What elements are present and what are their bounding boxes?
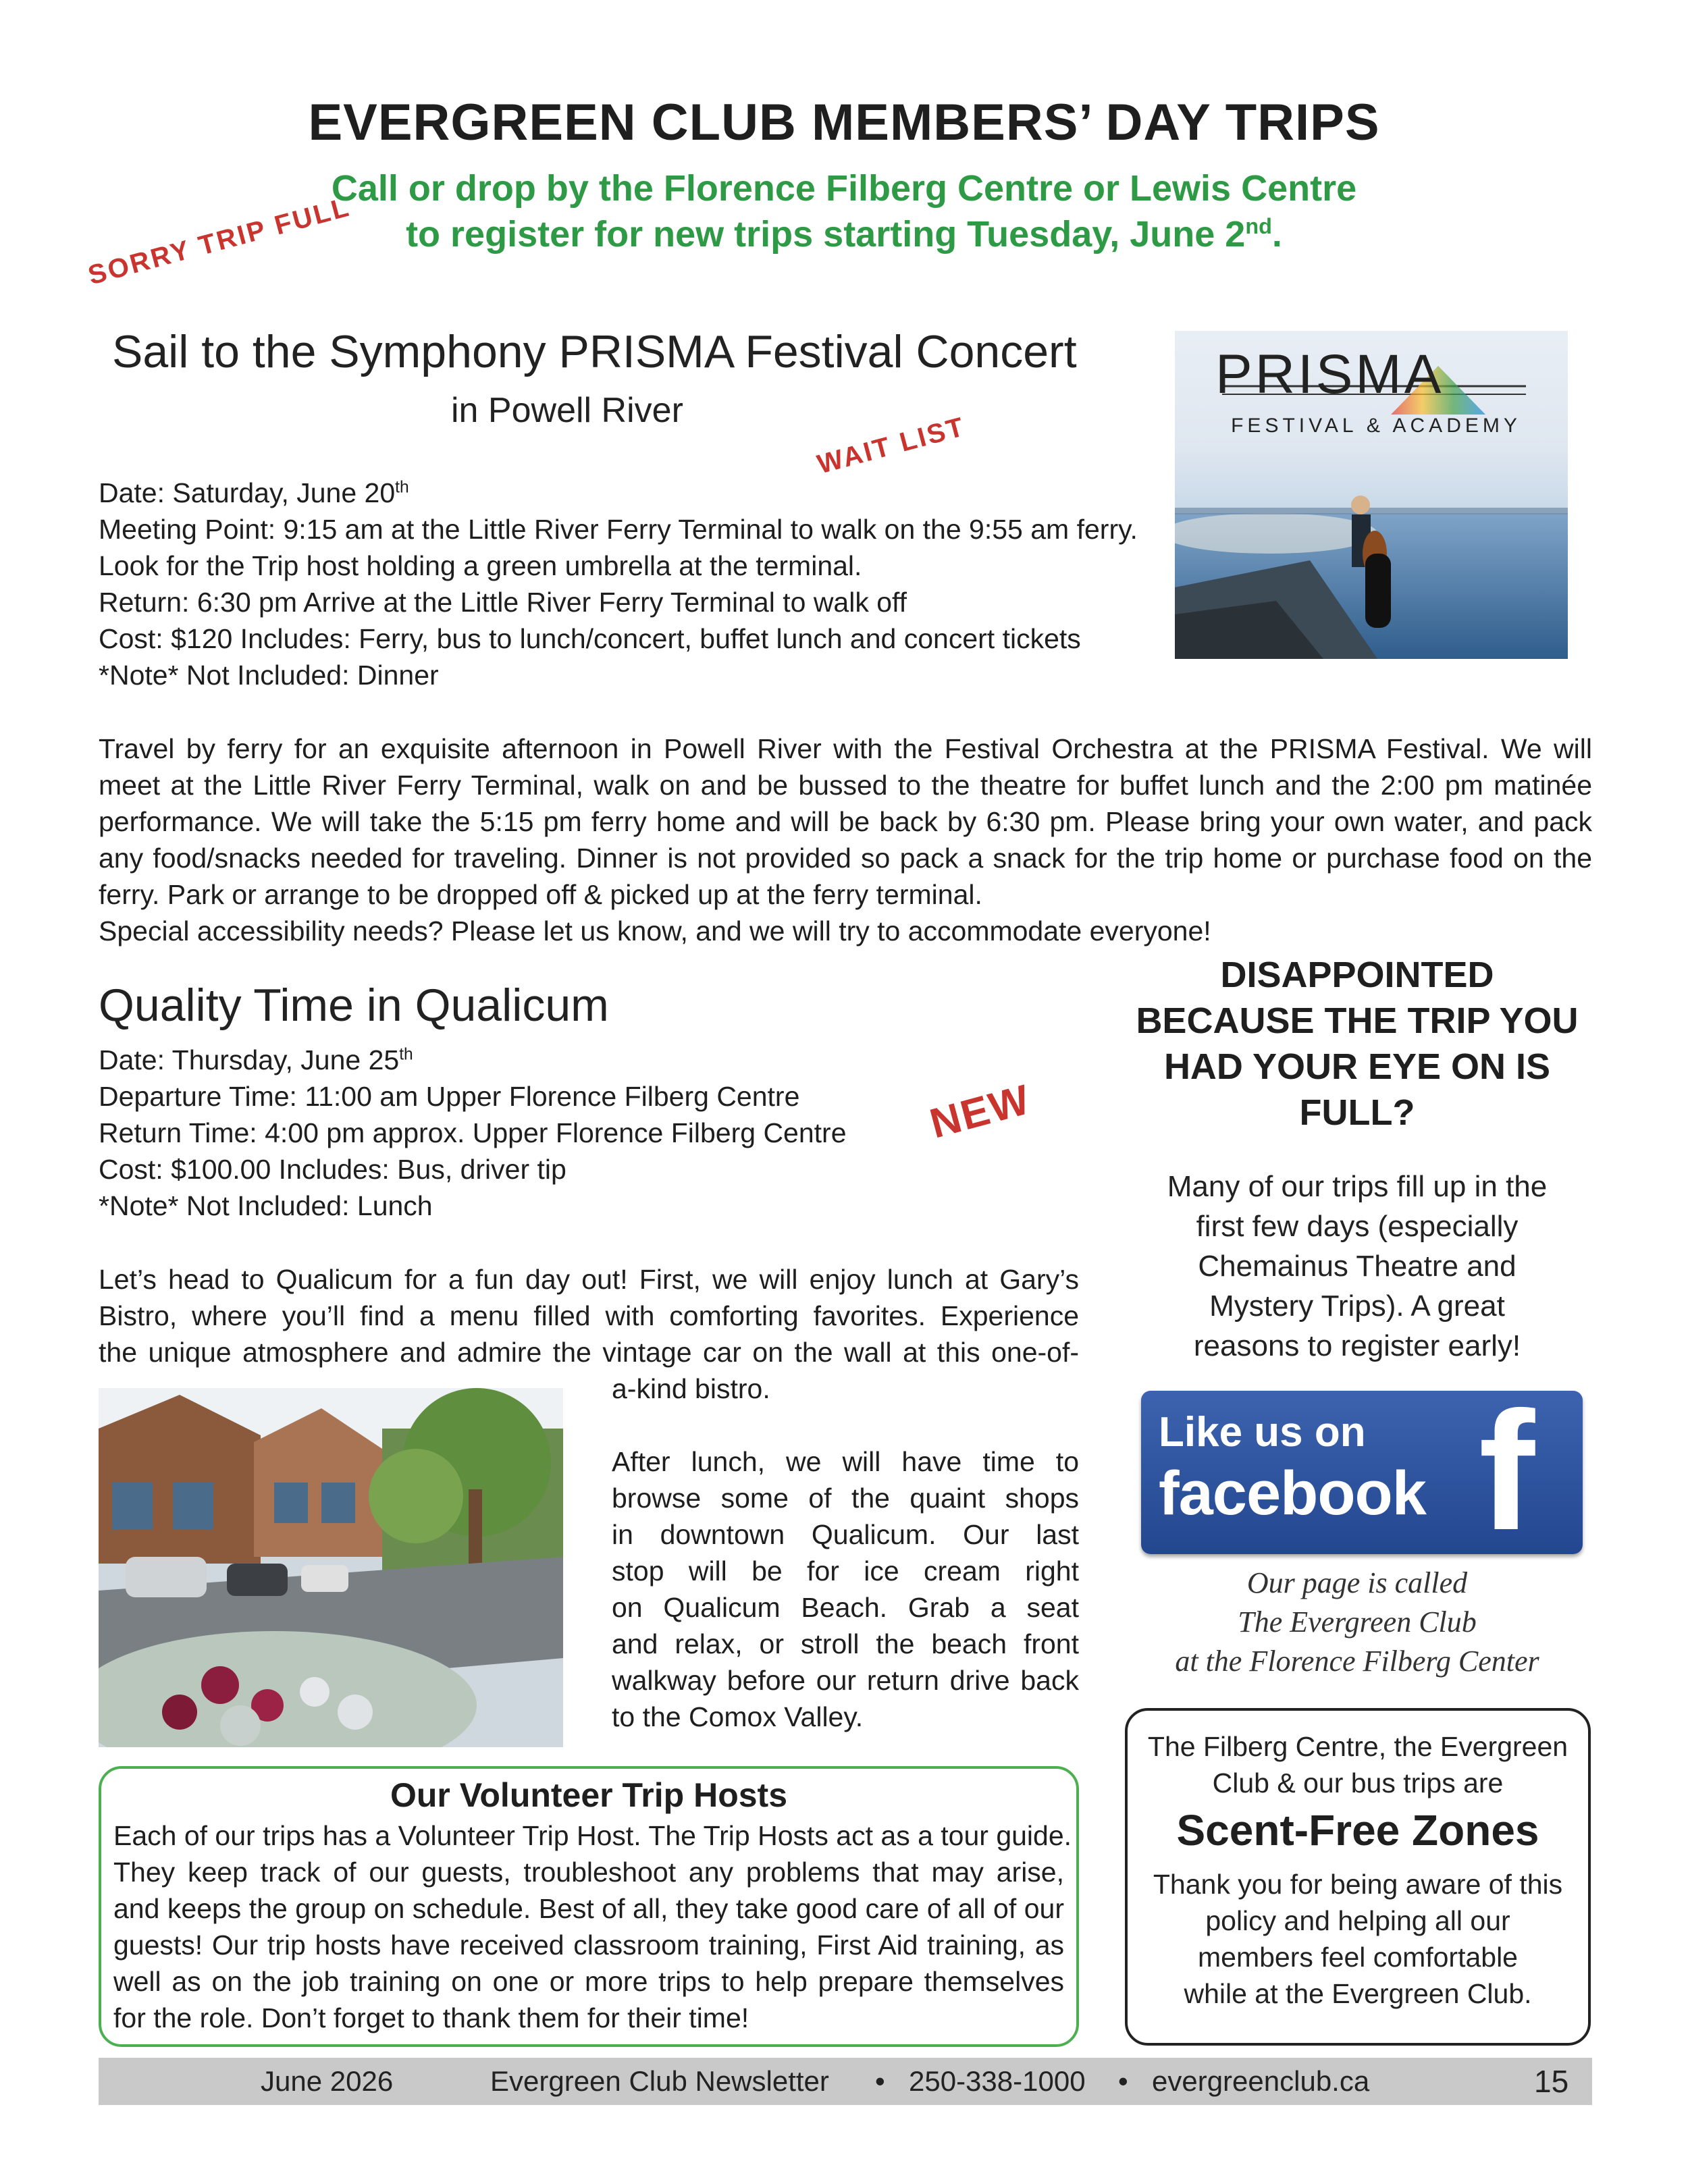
trip2-after-line: walkway before our return drive back: [612, 1665, 1079, 1696]
register-line-2: to register for new trips starting Tuesday, June 2nd.: [406, 214, 1282, 255]
register-line-1: Call or drop by the Florence Filberg Centre or Lewis Centre: [331, 168, 1357, 209]
hosts-line: for the role. Don’t forget to thank them for their time!: [113, 2002, 749, 2033]
volunteer-hosts-box: [99, 1766, 1079, 2047]
trip1-details: [99, 475, 1138, 693]
trip2-title: Quality Time in Qualicum: [99, 980, 609, 1031]
facebook-page-note: Our page is called The Evergreen Club at the Florence Filberg Center: [1175, 1566, 1539, 1678]
footer-separator: •: [1118, 2065, 1128, 2097]
trip1-subtitle: in Powell River: [451, 391, 683, 430]
facebook-like-text: Like us on: [1159, 1409, 1366, 1456]
footer-website-link[interactable]: evergreenclub.ca: [1152, 2065, 1370, 2097]
scent-free-box: [1125, 1708, 1591, 2046]
trip2-after-line: browse some of the quaint shops: [612, 1483, 1079, 1514]
trip2-cost: Cost: $100.00 Includes: Bus, driver tip: [99, 1154, 566, 1185]
trip2-after-line: on Qualicum Beach. Grab a seat: [612, 1592, 1079, 1623]
prisma-logo-text: PRISMA: [1215, 344, 1444, 405]
footer-separator: •: [875, 2065, 885, 2097]
trip1-title: Sail to the Symphony PRISMA Festival Concert: [112, 326, 1077, 377]
prisma-festival-photo: [1175, 331, 1568, 659]
trip2-departure: Departure Time: 11:00 am Upper Florence Filberg Centre: [99, 1081, 800, 1112]
new-stamp: NEW: [925, 1075, 1036, 1148]
trip2-after-line: in downtown Qualicum. Our last: [612, 1519, 1079, 1550]
trip1-note: *Note* Not Included: Dinner: [99, 660, 439, 691]
footer-phone[interactable]: 250-338-1000: [909, 2065, 1086, 2097]
disappointed-text: Many of our trips fill up in the first few days (especially Chemainus Theatre and Mystery Trips). A great reasons to register early!: [1167, 1170, 1548, 1362]
wait-list-stamp: WAIT LIST: [814, 411, 969, 480]
hosts-line: They keep track of our guests, troubleshoot any problems that may arise,: [113, 1857, 1064, 1888]
facebook-like-banner[interactable]: [1141, 1377, 1583, 1565]
hosts-line: guests! Our trip hosts have received classroom training, First Aid training, as: [113, 1929, 1064, 1961]
scent-free-title: Scent-Free Zones: [1176, 1806, 1539, 1855]
trip2-return: Return Time: 4:00 pm approx. Upper Florence Filberg Centre: [99, 1117, 847, 1148]
trip1-description-line: any food/snacks needed for traveling. Dinner is not provided so pack a snack for the trip home or purchase food on the: [99, 843, 1592, 874]
page-footer: [99, 2058, 1592, 2105]
qualicum-street-photo: [99, 1388, 563, 1747]
prisma-logo-subtitle: FESTIVAL & ACADEMY: [1231, 415, 1521, 437]
trip2-after-line: After lunch, we will have time to: [612, 1446, 1079, 1477]
trip1-return: Return: 6:30 pm Arrive at the Little River Ferry Terminal to walk off: [99, 587, 907, 618]
footer-newsletter: Evergreen Club Newsletter: [490, 2065, 829, 2097]
trip2-after-line: stop will be for ice cream right: [612, 1555, 1079, 1587]
trip2-intro: [99, 1261, 1079, 1370]
page-title: EVERGREEN CLUB MEMBERS’ DAY TRIPS: [308, 94, 1380, 151]
scent-free-intro: The Filberg Centre, the Evergreen Club & our bus trips are: [1147, 1731, 1568, 1799]
trip2-after-line: to the Comox Valley.: [612, 1701, 864, 1732]
trip2-intro-line: the unique atmosphere and admire the vintage car on the wall at this one-of-: [99, 1337, 1079, 1368]
trip1-meeting: Meeting Point: 9:15 am at the Little River Ferry Terminal to walk on the 9:55 am ferry.: [99, 514, 1138, 545]
trip2-details: [99, 1042, 847, 1224]
trip1-cost: Cost: $120 Includes: Ferry, bus to lunch/concert, buffet lunch and concert tickets: [99, 623, 1081, 654]
trip2-intro-line: Let’s head to Qualicum for a fun day out! First, we will enjoy lunch at Gary’s: [99, 1264, 1079, 1295]
volunteer-hosts-title: Our Volunteer Trip Hosts: [390, 1776, 788, 1814]
sorry-trip-full-stamp: SORRY TRIP FULL: [85, 192, 354, 291]
trip1-date: Date: Saturday, June 20th: [99, 477, 409, 508]
footer-date: June 2026: [261, 2065, 394, 2097]
scent-free-text: Thank you for being aware of this policy and helping all our members feel comfortable while at the Evergreen Club.: [1153, 1869, 1563, 2009]
page-number: 15: [1534, 2064, 1569, 2099]
facebook-f-icon: f: [1479, 1377, 1535, 1565]
trip1-accessibility: Special accessibility needs? Please let us know, and we will try to accommodate everyone!: [99, 915, 1211, 947]
trip2-after-lunch: [612, 1443, 1079, 1735]
trip1-description: [99, 730, 1592, 949]
trip2-note: *Note* Not Included: Lunch: [99, 1190, 433, 1221]
hosts-line: and keeps the group on schedule. Best of all, they take good care of all of our: [113, 1893, 1064, 1924]
facebook-wordmark: facebook: [1159, 1459, 1426, 1528]
hosts-line: Each of our trips has a Volunteer Trip Host. The Trip Hosts act as a tour guide.: [113, 1820, 1072, 1851]
trip1-description-line: meet at the Little River Ferry Terminal, walk on and be bussed to the theatre for buffet lunch and the 2:00 pm matinée: [99, 770, 1592, 801]
trip2-date: Date: Thursday, June 25th: [99, 1044, 413, 1075]
trip2-intro-line: Bistro, where you’ll find a menu filled with comforting favorites. Experience: [99, 1300, 1079, 1331]
trip2-intro-end: a-kind bistro.: [612, 1373, 770, 1404]
trip2-after-line: and relax, or stroll the beach front: [612, 1628, 1079, 1659]
trip1-look: Look for the Trip host holding a green umbrella at the terminal.: [99, 550, 862, 581]
disappointed-heading: DISAPPOINTED BECAUSE THE TRIP YOU HAD YOUR EYE ON IS FULL?: [1136, 955, 1579, 1133]
trip1-description-line: Travel by ferry for an exquisite afternoon in Powell River with the Festival Orchestra at the PRISMA Festival. We will: [99, 733, 1592, 764]
hosts-line: well as on the job training on one or more trips to help prepare themselves: [113, 1966, 1064, 1997]
trip1-description-line: ferry. Park or arrange to be dropped off & picked up at the ferry terminal.: [99, 879, 982, 910]
trip1-description-line: performance. We will take the 5:15 pm ferry home and will be back by 6:30 pm. Please bring your own water, and pack: [99, 806, 1592, 837]
volunteer-hosts-text: [113, 1817, 1072, 2036]
